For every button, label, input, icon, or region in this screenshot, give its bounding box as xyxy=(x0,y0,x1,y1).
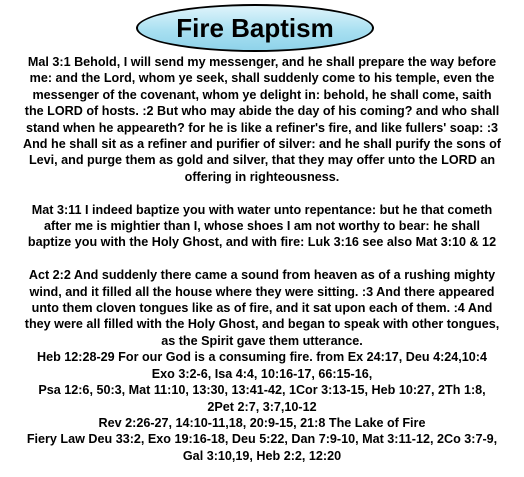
text-line: unto them cloven tongues like as of fire, and it sat upon each of them. :4 And xyxy=(31,301,493,316)
text-line: Mat 3:11 I indeed baptize you with water unto repentance: but he that cometh xyxy=(31,202,493,217)
text-line: wind, and it filled all the house where they were sitting. :3 And there appeared xyxy=(29,284,495,299)
text-line: after me is mightier than I, whose shoes I am not worthy to bear: he shall xyxy=(44,219,480,234)
text-line: stand when he appeareth? for he is like a refiner's fire, and like fullers' soap: :3 xyxy=(25,120,499,135)
text-line: as the Spirit gave them utterance. xyxy=(161,333,363,348)
text-line: offering in righteousness. xyxy=(184,169,340,184)
page-title: Fire Baptism xyxy=(176,13,334,43)
text-line: me: and the Lord, whom ye seek, shall suddenly come to his temple, even the xyxy=(29,71,495,86)
text-line: And he shall sit as a refiner and purifier of silver: and he shall purify the sons of xyxy=(23,137,501,152)
text-line: baptize you with the Holy Ghost, and with fire: Luk 3:16 see also Mat 3:10 & 12 xyxy=(27,235,497,250)
text-line: Gal 3:10,19, Heb 2:2, 12:20 xyxy=(182,448,342,463)
paragraph-gap xyxy=(0,251,524,267)
text-line: 2Pet 2:7, 3:7,10-12 xyxy=(207,399,317,414)
text-line: Act 2:2 And suddenly there came a sound from heaven as of a rushing mighty xyxy=(28,268,496,283)
scripture-text xyxy=(0,54,524,464)
text-line: Mal 3:1 Behold, I will send my messenger, and he shall prepare the way before xyxy=(27,55,497,69)
text-line: they were all filled with the Holy Ghost, and began to speak with other tongues, xyxy=(24,317,500,332)
text-line: Heb 12:28-29 For our God is a consuming fire. from Ex 24:17, Deu 4:24,10:4 xyxy=(36,350,488,365)
text-line: messenger of the covenant, whom ye delight in: behold, he shall come, saith xyxy=(32,87,492,102)
text-line: Exo 3:2-6, Isa 4:4, 10:16-17, 66:15-16, xyxy=(151,366,373,381)
text-line: Levi, and purge them as gold and silver, that they may offer unto the LORD an xyxy=(28,153,496,168)
text-line: Rev 2:26-27, 14:10-11,18, 20:9-15, 21:8 The Lake of Fire xyxy=(98,415,426,430)
title-bubble xyxy=(136,4,374,52)
text-line: Fiery Law Deu 33:2, Exo 19:16-18, Deu 5:22, Dan 7:9-10, Mat 3:11-12, 2Co 3:7-9, xyxy=(26,432,498,447)
paragraph-gap xyxy=(0,185,524,201)
text-line: the LORD of hosts. :2 But who may abide the day of his coming? and who shall xyxy=(24,104,500,119)
text-line: Psa 12:6, 50:3, Mat 11:10, 13:30, 13:41-42, 1Cor 3:13-15, Heb 10:27, 2Th 1:8, xyxy=(38,383,486,398)
